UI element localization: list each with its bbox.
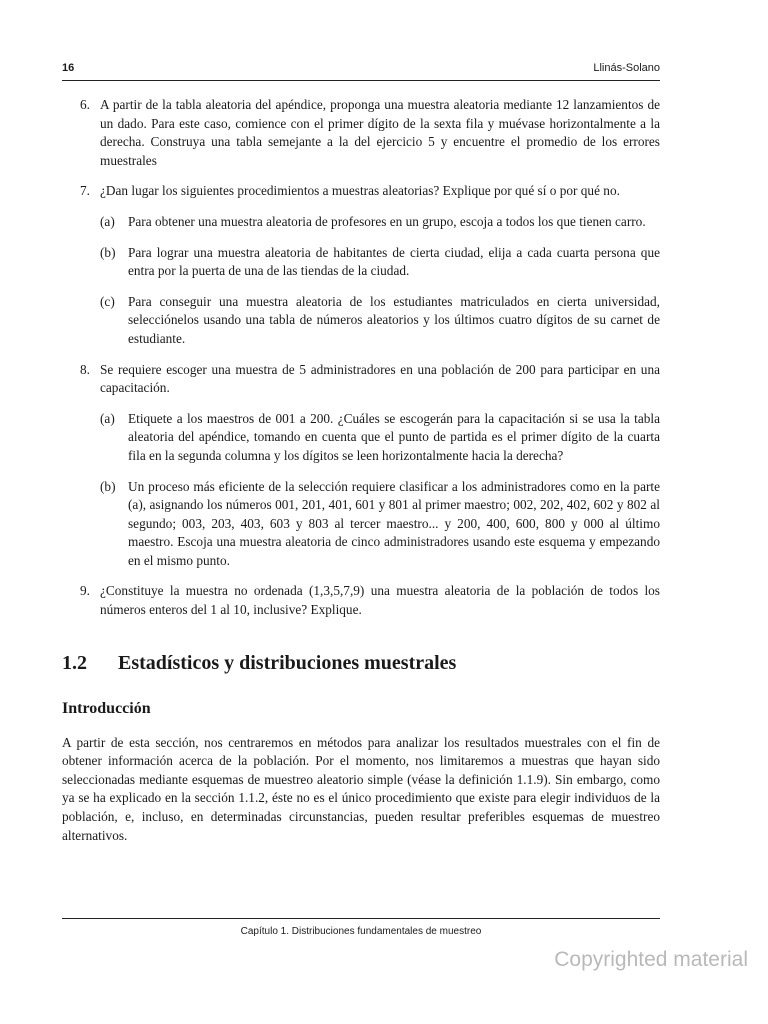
subsection-heading: Introducción bbox=[62, 699, 151, 717]
part-text: Para lograr una muestra aleatoria de habitantes de cierta ciudad, elija a cada cuarta persona que entra por la puerta de una de las tiendas de la ciudad. bbox=[128, 244, 660, 279]
part-label: (a) bbox=[100, 410, 115, 426]
section-number: 1.2 bbox=[62, 651, 87, 674]
exercise-7a bbox=[62, 213, 660, 232]
part-label: (b) bbox=[100, 244, 116, 260]
section-title: Estadísticos y distribuciones muestrales bbox=[118, 651, 457, 674]
part-text: Para conseguir una muestra aleatoria de los estudiantes matriculados en cierta universidad, selecciónelos usando una tabla de números aleatorios y los últimos cuatro dígitos de su carnet de estudiante. bbox=[128, 293, 660, 346]
header-rule bbox=[62, 80, 660, 81]
exercise-8-parts bbox=[62, 410, 660, 571]
section-heading bbox=[62, 650, 660, 676]
copyright-watermark: Copyrighted material bbox=[554, 948, 748, 971]
exercise-8b bbox=[62, 478, 660, 571]
footer-rule bbox=[62, 918, 660, 919]
exercise-text: Se requiere escoger una muestra de 5 administradores en una población de 200 para participar en una capacitación. bbox=[100, 361, 660, 396]
exercise-text: ¿Constituye la muestra no ordenada (1,3,5,7,9) una muestra aleatoria de la población de todos los números enteros del 1 al 10, inclusive? Explique. bbox=[100, 583, 660, 618]
exercise-7 bbox=[62, 182, 660, 201]
exercise-number: 6. bbox=[80, 97, 90, 112]
exercise-8a bbox=[62, 410, 660, 466]
page-body bbox=[62, 96, 660, 845]
chapter-footer: Capítulo 1. Distribuciones fundamentales de muestreo bbox=[240, 926, 482, 937]
exercise-text: A partir de la tabla aleatoria del apéndice, proponga una muestra aleatoria mediante 12 lanzamientos de un dado. Para este caso, comience con el primer dígito de la sexta fila y muévase horizontalmente a la derecha. Construya una tabla semejante a la del ejercicio 5 y encuentre el promedio de los errores muestrales bbox=[100, 97, 660, 168]
exercise-6 bbox=[62, 96, 660, 170]
exercise-number: 7. bbox=[80, 183, 90, 199]
page-header bbox=[62, 62, 660, 78]
exercise-7c bbox=[62, 293, 660, 349]
exercise-8 bbox=[62, 361, 660, 398]
part-text: Para obtener una muestra aleatoria de profesores en un grupo, escoja a todos los que tienen carro. bbox=[128, 213, 646, 229]
part-text: Etiquete a los maestros de 001 a 200. ¿Cuáles se escogerán para la capacitación si se usa la tabla aleatoria del apéndice, tomando en cuenta que el punto de partida es el primer dígito de la cuarta fila en la segunda columna y los dígitos se leen horizontalmente hacia la derecha? bbox=[128, 410, 660, 463]
exercise-7b bbox=[62, 244, 660, 281]
running-author: Llinás-Solano bbox=[593, 62, 660, 74]
exercise-7-parts bbox=[62, 213, 660, 349]
part-label: (c) bbox=[100, 293, 115, 309]
intro-paragraph: A partir de esta sección, nos centraremos en métodos para analizar los resultados muestrales con el fin de obtener información acerca de la población. Por el momento, nos limitaremos a muestras que hayan sido seleccionadas mediante esquemas de muestreo aleatorio simple (véase la definición 1.1.9). Sin embargo, como ya se ha explicado en la sección 1.1.2, éste no es el único procedimiento que existe para elegir individuos de la población, e, incluso, en determinadas circunstancias, pueden resultar preferibles esquemas de muestreo alternativos. bbox=[62, 734, 660, 843]
exercise-number: 8. bbox=[80, 361, 90, 377]
part-label: (a) bbox=[100, 213, 115, 229]
exercise-text: ¿Dan lugar los siguientes procedimientos a muestras aleatorias? Explique por qué sí o por qué no. bbox=[100, 183, 620, 199]
part-text: Un proceso más eficiente de la selección requiere clasificar a los administradores como en la parte (a), asignando los números 001, 201, 401, 601 y 801 al primer maestro; 002, 202, 402, 602 y 802 al segundo; 003, 203, 403, 603 y 803 al tercer maestro... y 200, 400, 600, 800 y 000 al último maestro. Escoja una muestra aleatoria de cinco administradores usando este esquema y empezando en el mismo punto. bbox=[128, 478, 660, 568]
page-number: 16 bbox=[62, 62, 75, 74]
exercise-9 bbox=[62, 582, 660, 619]
part-label: (b) bbox=[100, 478, 116, 494]
exercise-number: 9. bbox=[80, 583, 90, 599]
